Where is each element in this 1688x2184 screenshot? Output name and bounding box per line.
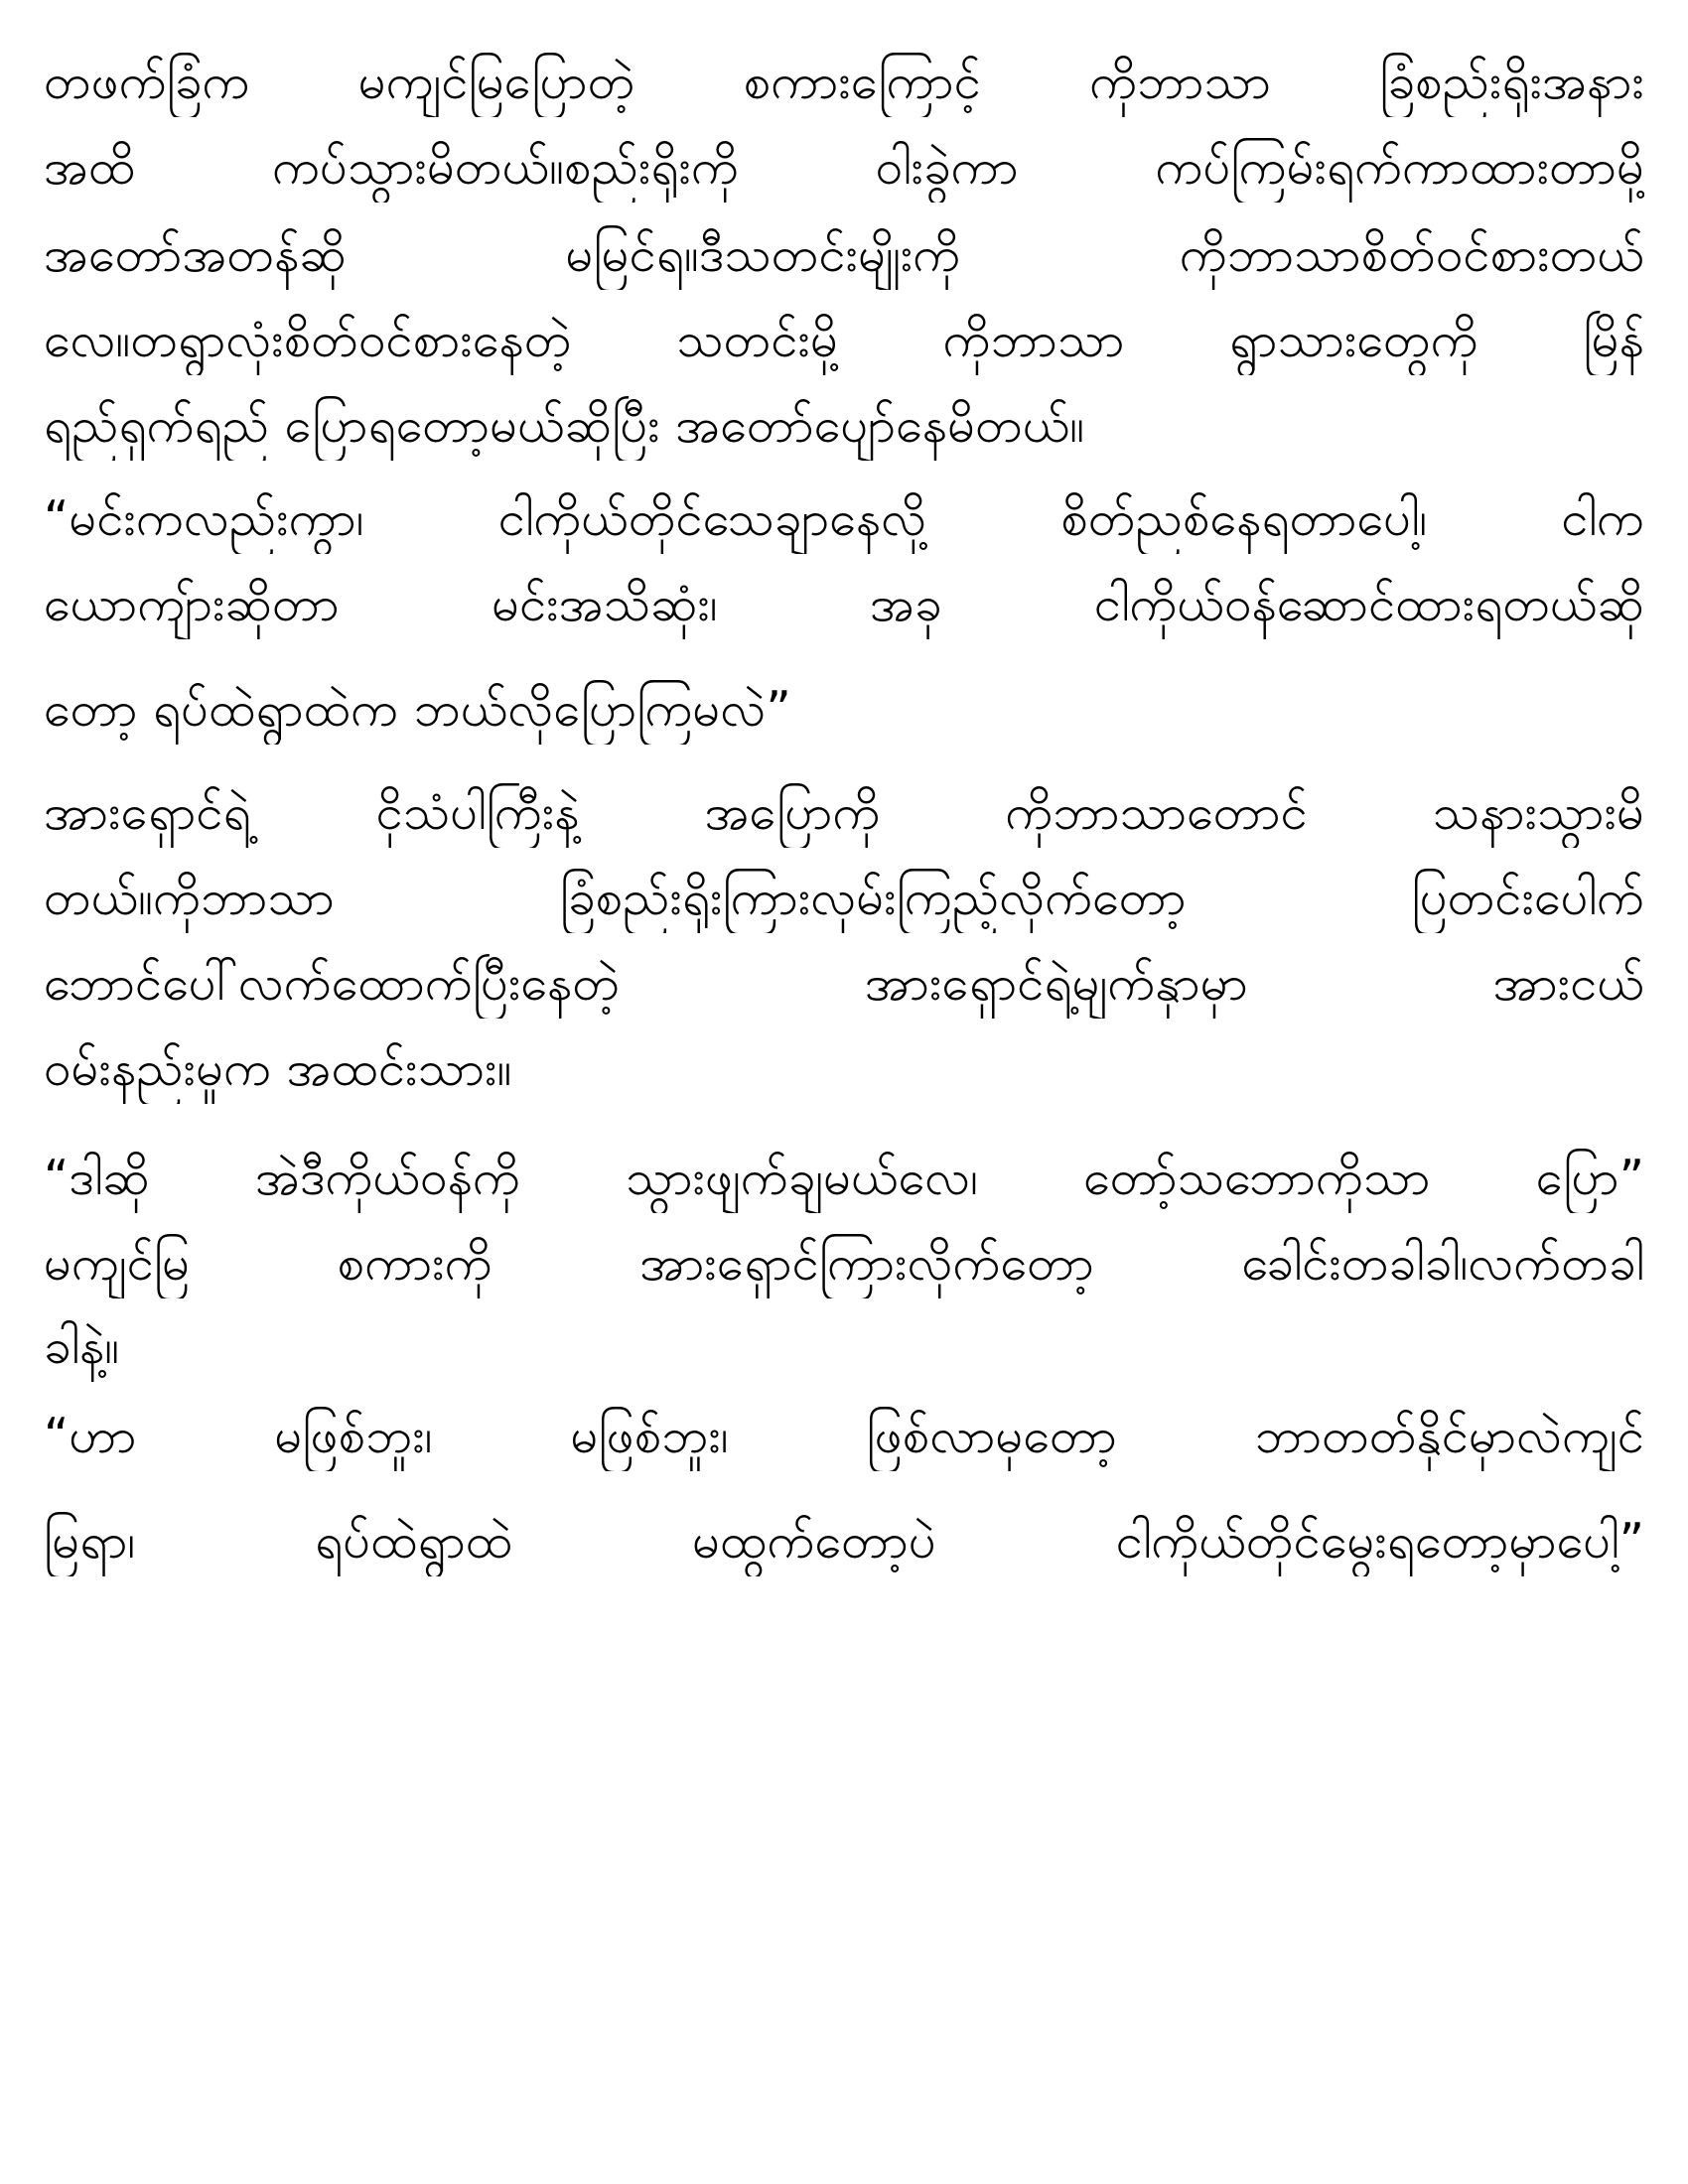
text-line-15: ခါနဲ့။ [44, 1318, 120, 1375]
text-line-3: အတော်အတန်ဆို မမြင်ရ။ဒီသတင်းမျိုးကို ကိုဘာသာစိတ်ဝင်စားတယ် [44, 226, 1644, 283]
text-line-8: တော့ ရပ်ထဲရွာထဲက ဘယ်လိုပြောကြမလဲ” [44, 681, 791, 738]
text-line-14: မကျင်မြ စကားကို အားရှောင်ကြားလိုက်တော့ ခေါင်းတခါခါ၊လက်တခါ [44, 1235, 1644, 1292]
text-line-11: ဘောင်ပေါ်လက်ထောက်ပြီးနေတဲ့ အားရှောင်ရဲ့မျက်နှာမှာ အားငယ် [44, 955, 1644, 1012]
text-line-16: “ဟာ မဖြစ်ဘူး၊ မဖြစ်ဘူး၊ ဖြစ်လာမှတော့ ဘာတတ်နိုင်မှာလဲကျင် [44, 1408, 1644, 1464]
text-line-13: “ဒါဆို အဲဒီကိုယ်ဝန်ကို သွားဖျက်ချမယ်လေ၊ တော့်သဘောကိုသာ ပြော” [44, 1150, 1644, 1206]
text-line-7: ယောကျ်ားဆိုတာ မင်းအသိဆုံး၊ အခု ငါကိုယ်ဝန်ဆောင်ထားရတယ်ဆို [44, 576, 1644, 632]
text-line-17: မြရာ၊ ရပ်ထဲရွာထဲ မထွက်တော့ပဲ ငါကိုယ်တိုင်မွေးရတော့မှာပေါ့” [44, 1513, 1644, 1570]
text-line-5: ရည်ရှက်ရည် ပြောရတော့မယ်ဆိုပြီး အတော်ပျော်နေမိတယ်။ [44, 397, 1085, 454]
text-line-4: လေ။တရွာလုံးစိတ်ဝင်စားနေတဲ့ သတင်းမို့ ကိုဘာသာ ရွာသားတွေကို မြိန် [44, 312, 1644, 368]
text-line-1: တဖက်ခြံက မကျင်မြပြောတဲ့ စကားကြောင့် ကိုဘာသာ ခြံစည်းရိုးအနား [44, 54, 1644, 110]
text-line-2: အထိ ကပ်သွားမိတယ်။စည်းရိုးကို ဝါးခွဲကာ ကပ်ကြမ်းရက်ကာထားတာမို့ [44, 139, 1644, 196]
text-line-10: တယ်။ကိုဘာသာ ခြံစည်းရိုးကြားလှမ်းကြည့်လိုက်တော့ ပြတင်းပေါက် [44, 870, 1644, 926]
text-line-9: အားရှောင်ရဲ့ ငိုသံပါကြီးနဲ့ အပြောကို ကိုဘာသာတောင် သနားသွားမိ [44, 784, 1644, 841]
text-line-12: ဝမ်းနည်းမှုက အထင်းသား။ [44, 1040, 512, 1097]
text-line-6: “မင်းကလည်းကွာ၊ ငါကိုယ်တိုင်သေချာနေလို့ စိတ်ညစ်နေရတာပေါ့၊ ငါက [44, 490, 1644, 547]
